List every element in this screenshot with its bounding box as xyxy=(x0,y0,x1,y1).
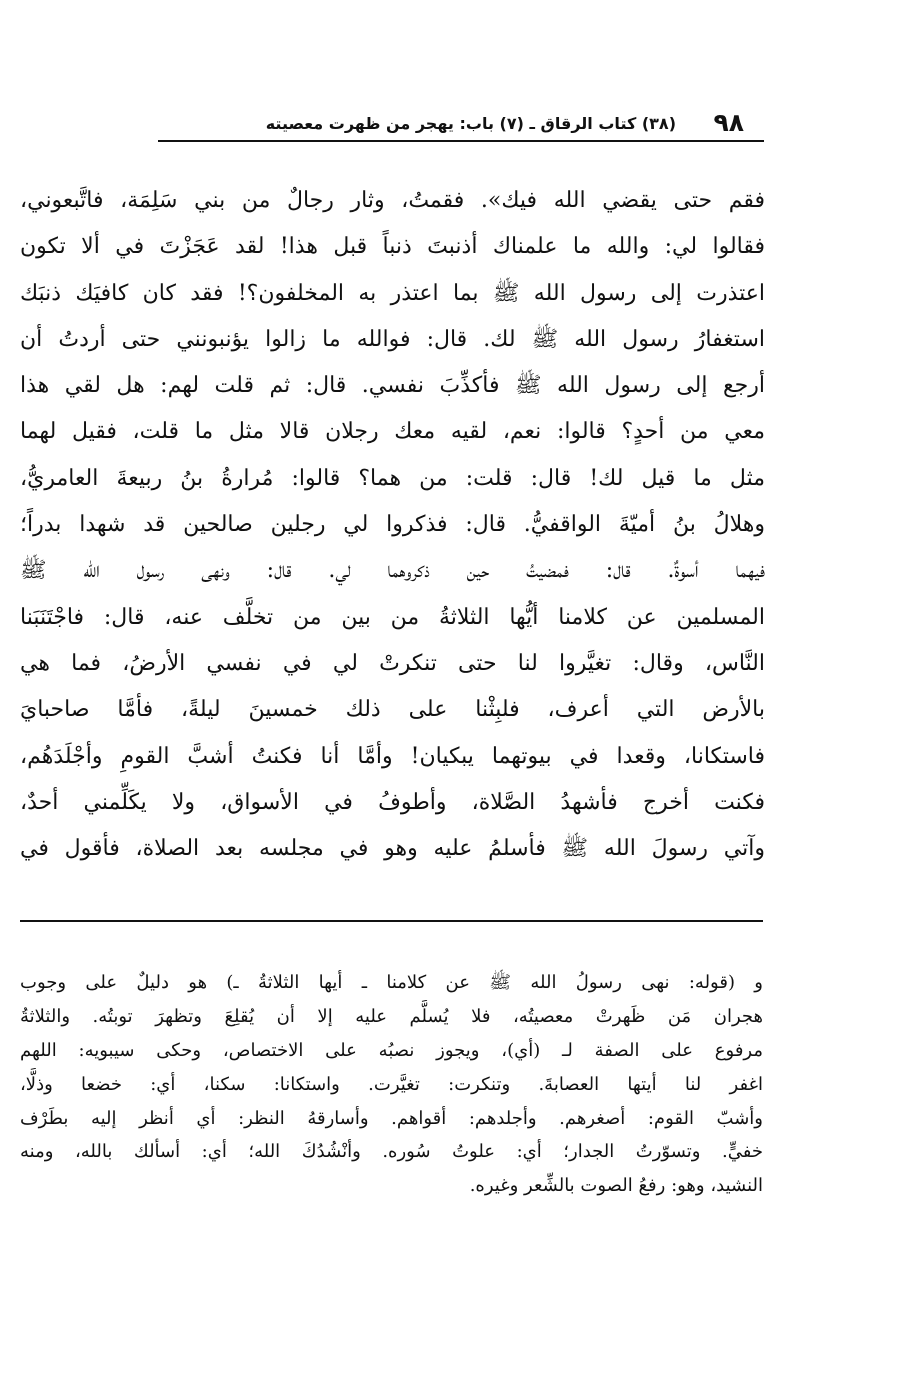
main-text xyxy=(20,178,765,872)
text-line: أرجع إلى رسول الله ﷺ فأكذِّبَ نفسي. قال: ثم قلت لهم: هل لقي هذا xyxy=(20,373,765,399)
text-line: وآتي رسولَ الله ﷺ فأسلمُ عليه وهو في مجلسه بعد الصلاة، فأقول في xyxy=(20,836,765,862)
text-line: اعتذرت إلى رسول الله ﷺ بما اعتذر به المخلفون؟! فقد كان كافيَك ذنبَك xyxy=(20,280,765,306)
text-line: فاستكانا، وقعدا في بيوتهما يبكيان! وأمَّا أنا فكنتُ أشبَّ القومِ وأجْلَدَهُم، xyxy=(20,743,765,769)
text-line: مثل ما قيل لك! قال: قلت: من هما؟ قالوا: مُرارةُ بنُ ربيعةَ العامريُّ، xyxy=(20,465,765,491)
text-line: فقالوا لي: والله ما علمناك أذنبتَ ذنباً قبل هذا! لقد عَجَزْتَ في ألا تكون xyxy=(20,234,765,260)
note-line: مرفوع على الصفة لـ (أي)، ويجوز نصبُه على الاختصاص، وحكى سيبويه: اللهم xyxy=(20,1039,763,1061)
commentary-notes xyxy=(20,966,763,1203)
text-line: المسلمين عن كلامنا أيُّها الثلاثةُ من بين من تخلَّف عنه، قال: فاجْتَنَبَنا xyxy=(20,604,765,630)
footnote-separator xyxy=(20,920,763,922)
text-line: معي من أحدٍ؟ قالوا: نعم، لقيه معك رجلان قالا مثل ما قلت، فقيل لهما xyxy=(20,419,765,445)
text-line: فيهما أسوةٌ. قال: فمضيتُ حين ذكروهما لي. قال: ونهى رسول الله ﷺ xyxy=(20,558,765,584)
text-line: بالأرض التي أعرف، فلبِثْنا على ذلك خمسينَ ليلةً، فأمَّا صاحبايَ xyxy=(20,697,765,723)
note-line: خفيٍّ. وتسوّرتُ الجدار؛ أي: علوتُ سُوره. وأنْشُدُكَ الله؛ أي: أسألك بالله، ومنه xyxy=(20,1141,763,1163)
header-rule xyxy=(158,140,764,142)
text-line: النَّاس، وقال: تغيَّروا لنا حتى تنكرتْ لي في نفسي الأرضُ، فما هي xyxy=(20,650,765,676)
page-number: ٩٨ xyxy=(713,108,744,137)
text-line: وهلالُ بنُ أميّةَ الواقفيُّ. قال: فذكروا لي رجلين صالحين قد شهدا بدراً؛ xyxy=(20,512,765,538)
note-line: اغفر لنا أيتها العصابةَ. وتنكرت: تغيَّرت. واستكانا: سكنا، أي: خضعا وذلَّا، xyxy=(20,1073,763,1095)
page-header xyxy=(158,106,764,142)
note-line: و (قوله: نهى رسولُ الله ﷺ عن كلامنا ـ أيها الثلاثةُ ـ) هو دليلٌ على وجوب xyxy=(20,972,763,993)
text-line: فقم حتى يقضي الله فيك». فقمتُ، وثار رجالٌ من بني سَلِمَة، فاتَّبعوني، xyxy=(20,188,765,213)
note-line: وأشبّ القوم: أصغرهم. وأجلدهم: أقواهم. وأسارقهُ النظر: أي أنظر إليه بطَرْف xyxy=(20,1107,763,1129)
text-line: فكنت أخرج فأشهدُ الصَّلاة، وأطوفُ في الأسواق، ولا يكَلِّمني أحدٌ، xyxy=(20,789,765,815)
text-line: استغفارُ رسول الله ﷺ لك. قال: فوالله ما زالوا يؤنبونني حتى أردتُ أن xyxy=(20,326,765,352)
running-title: (٣٨) كتاب الرقاق ـ (٧) باب: يهجر من ظهرت معصيته xyxy=(265,114,676,133)
note-line: النشيد، وهو: رفعُ الصوت بالشِّعر وغيره. xyxy=(469,1175,763,1197)
note-line: هجران مَن ظَهرتْ معصيتُه، فلا يُسلَّم عليه إلا أن يُقلِعَ وتظهرَ توبتُه. والثلاثةُ xyxy=(20,1005,763,1027)
